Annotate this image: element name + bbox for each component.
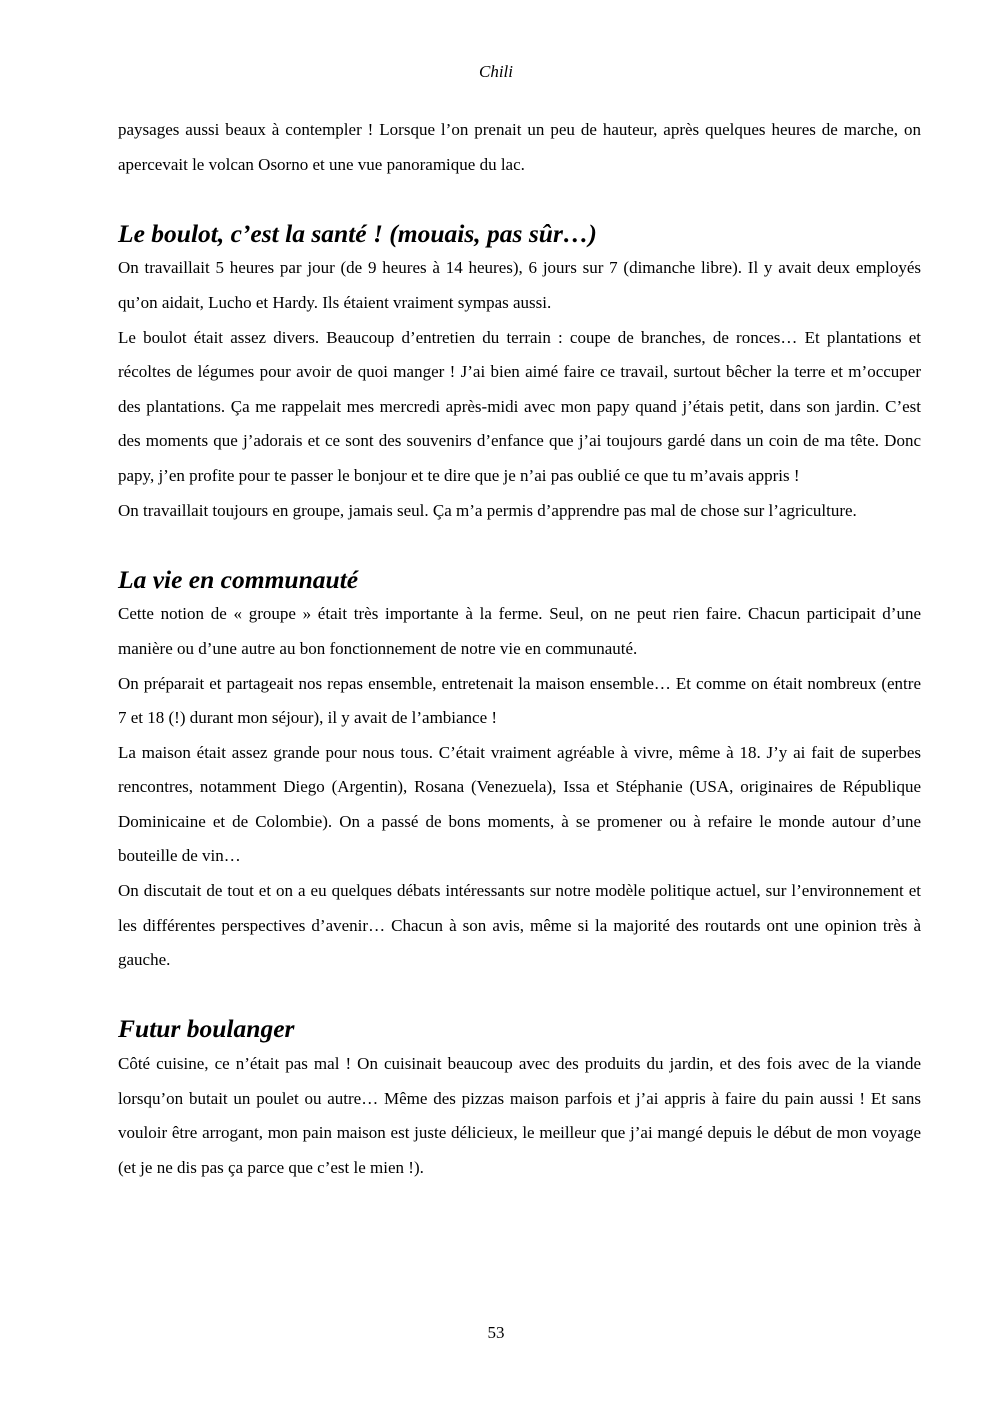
paragraph: Cette notion de « groupe » était très importante à la ferme. Seul, on ne peut rien faire. Chacun participait d’une manière ou d’une autre au bon fonctionnement de notre vie en communauté. (118, 604, 921, 658)
intro-paragraph: paysages aussi beaux à contempler ! Lorsque l’on prenait un peu de hauteur, après quelques heures de marche, on apercevait le volcan Osorno et une vue panoramique du lac. (118, 120, 921, 174)
section-le-boulot (118, 217, 921, 528)
page-number: 53 (487, 1323, 505, 1342)
section-gap (118, 528, 921, 563)
paragraph: La maison était assez grande pour nous tous. C’était vraiment agréable à vivre, même à 18. J’y ai fait de superbes rencontres, notamment Diego (Argentin), Rosana (Venezuela), Issa et Stéphanie (USA, originaires de République Dominicaine et de Colombie). On a passé de bons moments, à se promener ou à refaire le monde autour d’une bouteille de vin… (118, 742, 921, 866)
running-header: Chili (478, 62, 513, 81)
section-vie-en-communaute (118, 563, 921, 978)
paragraph: On travaillait 5 heures par jour (de 9 heures à 14 heures), 6 jours sur 7 (dimanche libre). Il y avait deux employés qu’on aidait, Lucho et Hardy. Ils étaient vraiment sympas aussi. (118, 258, 921, 312)
section-gap (118, 182, 921, 217)
paragraph: Le boulot était assez divers. Beaucoup d’entretien du terrain : coupe de branches, de ronces… Et plantations et récoltes de légumes pour avoir de quoi manger ! J’ai bien aimé faire ce travail, surtout bêcher la terre et m’occuper des plantations. Ça me rappelait mes mercredi après-midi avec mon papy quand j’étais petit, dans son jardin. C’est des moments que j’adorais et ce sont des souvenirs d’enfance que j’ai toujours gardé dans un coin de ma tête. Donc papy, j’en profite pour te passer le bonjour et te dire que je n’ai pas oublié ce que tu m’avais appris ! (118, 327, 921, 485)
paragraph: On travaillait toujours en groupe, jamais seul. Ça m’a permis d’apprendre pas mal de chose sur l’agriculture. (118, 500, 857, 520)
paragraph: Côté cuisine, ce n’était pas mal ! On cuisinait beaucoup avec des produits du jardin, et des fois avec de la viande lorsqu’on butait un poulet ou autre… Même des pizzas maison parfois et j’ai appris à faire du pain aussi ! Et sans vouloir être arrogant, mon pain maison est juste délicieux, le meilleur que j’ai mangé depuis le début de mon voyage (et je ne dis pas ça parce que c’est le mien !). (118, 1054, 921, 1177)
section-heading: La vie en communauté (118, 564, 359, 594)
section-gap (118, 978, 921, 1013)
section-heading: Le boulot, c’est la santé ! (mouais, pas sûr…) (118, 218, 597, 248)
section-heading: Futur boulanger (118, 1014, 295, 1044)
body-text (118, 113, 921, 1185)
paragraph: On préparait et partageait nos repas ensemble, entretenait la maison ensemble… Et comme on était nombreux (entre 7 et 18 (!) durant mon séjour), il y avait de l’ambiance ! (118, 673, 921, 728)
section-futur-boulanger (118, 1012, 921, 1185)
paragraph: On discutait de tout et on a eu quelques débats intéressants sur notre modèle politique actuel, sur l’environnement et les différentes perspectives d’avenir… Chacun à son avis, même si la majorité des routards ont une opinion très à gauche. (118, 881, 921, 970)
